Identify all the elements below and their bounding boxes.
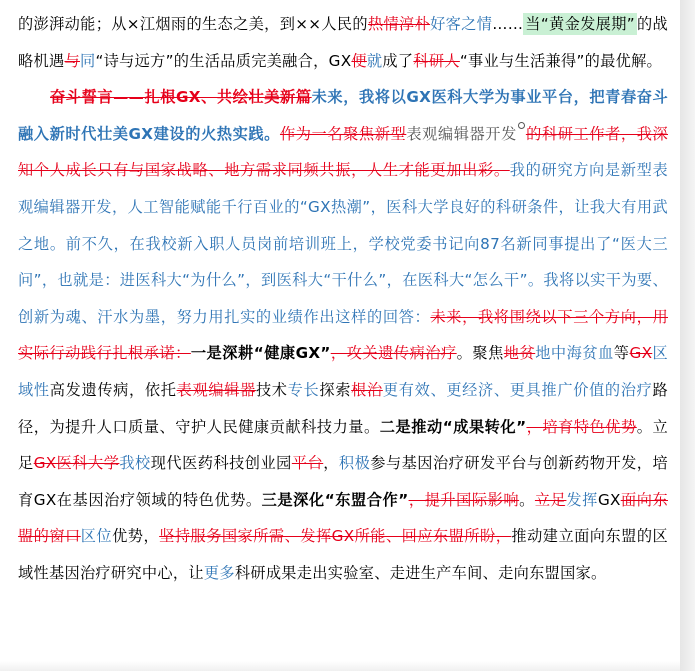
inserted-text: 未来，我将以GX医科大学为事业平台，把青春奋斗融入新时代壮美GX建设的火热实践。 [18,88,669,143]
deleted-text: GX [629,344,653,363]
text-run: 技术 [255,380,288,399]
comment-anchor-icon[interactable] [518,122,525,129]
bold-text: 一是深耕 [190,344,254,363]
text-run: 参与基因治疗研发平台与创新药物开发，培育GX在基因治疗领域的特色优势。 [18,454,668,509]
inserted-text: 区域性 [18,344,668,399]
text-run: …… [492,15,524,33]
text-run: 等 [613,344,630,363]
deleted-text: 奋斗誓言——扎根GX、共绘壮美新篇 [50,88,312,107]
inserted-text: 我的研究方向是新型表观编辑器开发，人工智能赋能千行百业的“GX热潮”，医科大学良好的科研条件，让我大有用武之地。前不久，在我校新入职人员岗前培训班上，学校党委书记向87名新同事提出了“医大三问”，也就是：进医科大“为什么”，到医科大“干什么”，在医科大“怎么干”。我将以实干为要、创新为魂、汗水为墨，努力用扎实的业绩作出这样的回答： [18,161,668,326]
deleted-text: 平台 [291,454,324,473]
text-run: 探索 [319,380,352,399]
bold-text: 二是推动“成果转化” [379,417,527,436]
paragraph-1[interactable] [18,6,668,79]
text-run: 的澎湃动能；从×江烟雨的生态之美，到××人民的 [18,15,368,33]
inserted-text: 积极 [338,454,371,473]
inserted-text: 好客之情 [430,15,493,33]
text-run: 。聚焦 [456,344,504,363]
deleted-text: 作为一名聚焦新型 [279,124,407,143]
text-run: 科研成果走出实验室、走进生产车间、走向东盟国家。 [234,563,607,582]
text-run: GX [597,490,621,509]
deleted-text: ，提升国际影响 [408,490,520,509]
deleted-text: 根治 [351,380,383,399]
deleted-text: 科研人 [413,51,460,70]
bold-text: 三是深化 [261,490,325,509]
text-run: 现代医药科技创业园 [150,454,292,473]
deleted-text: 地贫 [503,344,536,363]
text-run: “诗与远方”的生活品质完美融合，GX [95,51,352,70]
text-run: 高发遗传病，依托 [49,380,177,399]
text-run: “事业与生活兼得”的最优解。 [459,51,663,70]
deleted-text: 坚持服务国家所需、发挥GX所能、回应东盟所盼， [159,527,512,546]
deleted-text: 热情淳朴 [367,15,431,33]
text-run: 成了 [382,51,414,70]
deleted-text: 便 [351,51,367,70]
text-run: 路径，为提升人口质量、守护人民健康贡献科技力量。 [18,380,669,436]
highlighted-text: 当“黄金发展期” [525,15,635,33]
deleted-text: 表观编辑器 [176,380,256,399]
inserted-text: 就 [366,51,383,70]
inserted-text: 同 [79,51,96,70]
deleted-text: 面向东盟的窗口 [18,490,668,546]
deleted-text: ，培育特色优势 [526,417,637,436]
inserted-text: 区位 [80,527,113,546]
text-run: 表观编辑器开发 [406,124,517,143]
deleted-text: 未来，我将围绕以下三个方向，用实际行动践行扎根承诺： [18,307,668,363]
page-bottom-edge [0,661,680,671]
paragraph-2[interactable] [18,79,668,591]
deleted-text: 立足 [534,490,567,509]
text-run: 。立足 [18,417,668,473]
deleted-text: GX医科大学 [33,454,120,473]
inserted-text: 地中海贫血 [535,344,614,363]
deleted-text: 的科研工作者，我深知个人成长只有与国家战略、地方需求同频共振，人生才能更加出彩。 [18,124,668,180]
text-run: 优势， [112,527,160,546]
page-margin-shadow [680,0,695,671]
inserted-text: 更多 [203,563,235,582]
inserted-text: 专长 [287,380,320,399]
document-body[interactable] [18,6,668,592]
text-run: 的战略机遇 [18,15,668,70]
deleted-text: ，攻关遗传病治疗 [330,344,457,363]
deleted-text: 与 [64,51,80,70]
inserted-text: 我校 [119,454,151,473]
bold-text: “东盟合作” [324,490,409,509]
bold-text: “健康GX” [253,344,331,363]
inserted-text: 发挥 [566,490,598,509]
text-run: ， [323,454,339,473]
inserted-text: 更有效、更经济、更具推广价值的治疗 [382,380,653,399]
text-run: 推动建立面向东盟的区域性基因治疗研究中心，让 [18,527,669,582]
text-run: 。 [519,490,535,509]
